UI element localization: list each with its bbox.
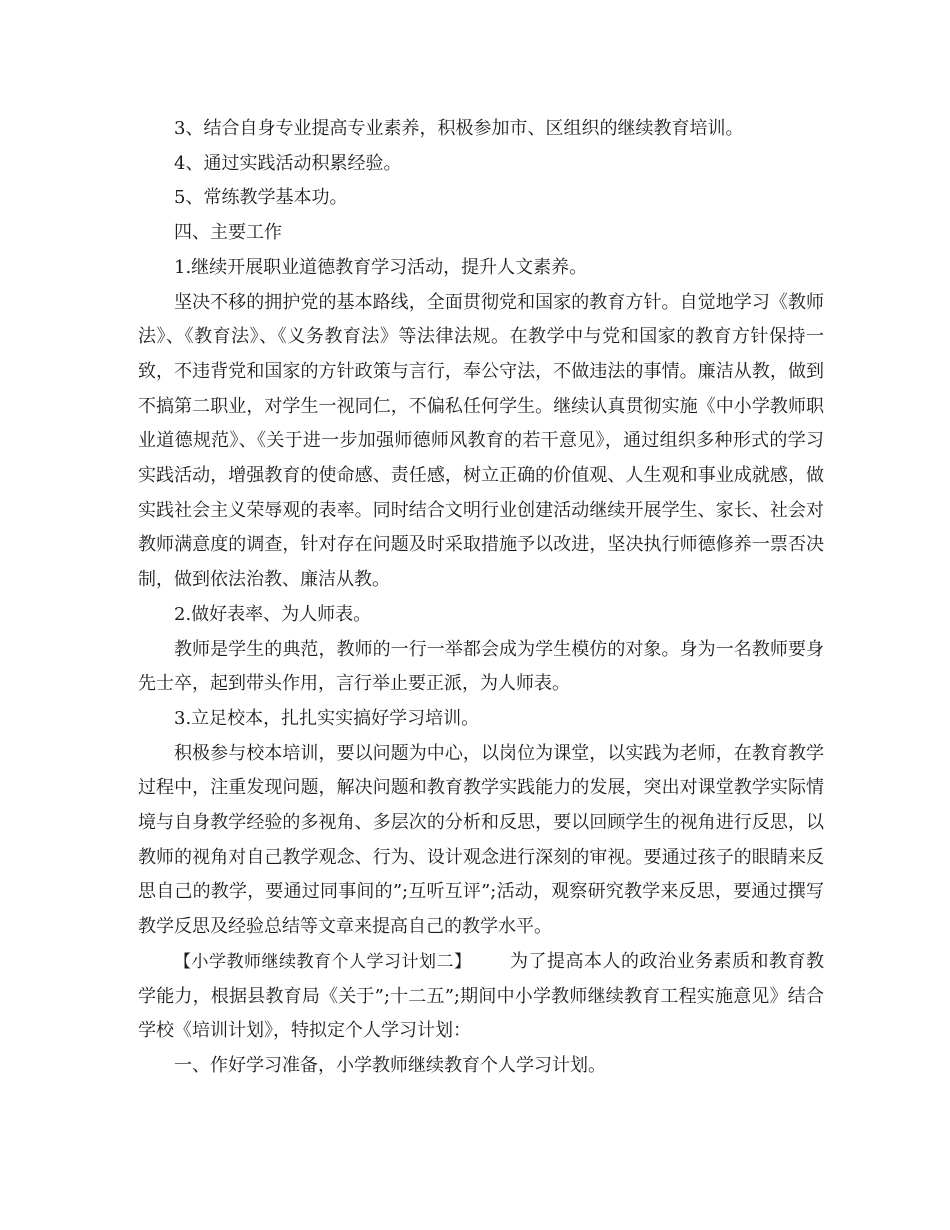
subheading-role-model: 2.做好表率、为人师表。 (174, 603, 372, 625)
plan-two-body: 为了提高本人的政治业务素质和教育教学能力，根据县教育局《关于”;十二五”;期间中小学教师继续教育工程实施意见》结合学校《培训计划》，特拟定个人学习计划： (138, 950, 824, 1042)
plan-two-heading: 【小学教师继续教育个人学习计划二】 (174, 951, 472, 972)
paragraph-prepare-study: 一、作好学习准备，小学教师继续教育个人学习计划。 (174, 1054, 606, 1076)
paragraph-item-5: 5、常练教学基本功。 (174, 187, 348, 209)
document-page (138, 112, 824, 1084)
paragraph-item-4: 4、通过实践活动积累经验。 (174, 152, 402, 174)
paragraph-ethics-body: 坚决不移的拥护党的基本路线，全面贯彻党和国家的教育方针。自觉地学习《教师法》、《教育法》、《义务教育法》等法律法规。在教学中与党和国家的教育方针保持一致，不违背党和国家的方针政策与言行，奉公守法，不做违法的事情。廉洁从教，做到不搞第二职业，对学生一视同仁，不偏私任何学生。继续认真贯彻实施《中小学教师职业道德规范》、《关于进一步加强师德师风教育的若干意见》，通过组织多种形式的学习实践活动，增强教育的使命感、责任感，树立正确的价值观、人生观和事业成就感，做实践社会主义荣辱观的表率。同时结合文明行业创建活动继续开展学生、家长、社会对教师满意度的调查，针对存在问题及时采取措施予以改进，坚决执行师德修养一票否决制，做到依法治教、廉洁从教。 (138, 291, 824, 591)
section-heading-main-work: 四、主要工作 (174, 222, 282, 244)
paragraph-plan-two (138, 945, 824, 1049)
paragraph-school-training-body: 积极参与校本培训，要以问题为中心，以岗位为课堂，以实践为老师，在教育教学过程中，注重发现问题，解决问题和教育教学实践能力的发展，突出对课堂教学实际情境与自身教学经验的多视角、多层次的分析和反思，要以回顾学生的视角进行反思，以教师的视角对自己教学观念、行为、设计观念进行深刻的审视。要通过孩子的眼睛来反思自己的教学，要通过同事间的”;互听互评”;活动，观察研究教学来反思，要通过撰写教学反思及经验总结等文章来提高自己的教学水平。 (138, 742, 824, 938)
subheading-school-training: 3.立足校本，扎扎实实搞好学习培训。 (174, 707, 480, 729)
paragraph-role-model-body: 教师是学生的典范，教师的一行一举都会成为学生模仿的对象。身为一名教师要身先士卒，起到带头作用，言行举止要正派，为人师表。 (138, 638, 824, 695)
subheading-ethics-education: 1.继续开展职业道德教育学习活动，提升人文素养。 (174, 256, 588, 278)
paragraph-item-3: 3、结合自身专业提高专业素养，积极参加市、区组织的继续教育培训。 (174, 118, 744, 139)
